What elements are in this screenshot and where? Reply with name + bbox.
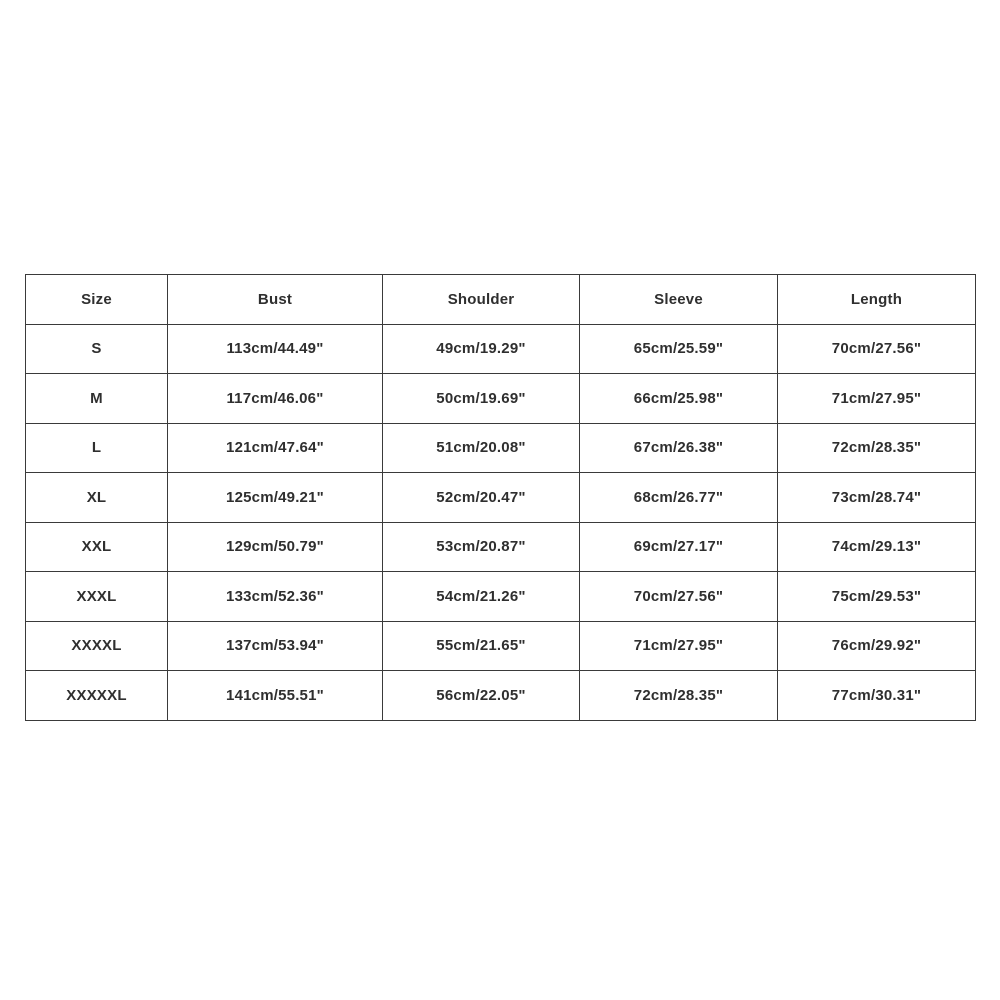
measurement-cell: 70cm/27.56" (778, 324, 976, 374)
size-cell: XXL (26, 522, 168, 572)
measurement-cell: 56cm/22.05" (383, 671, 580, 721)
size-cell: XXXXXL (26, 671, 168, 721)
table-body (26, 324, 976, 720)
table-row (26, 522, 976, 572)
measurement-cell: 54cm/21.26" (383, 572, 580, 622)
size-cell: M (26, 374, 168, 424)
table-row (26, 423, 976, 473)
measurement-cell: 113cm/44.49" (168, 324, 383, 374)
measurement-cell: 71cm/27.95" (778, 374, 976, 424)
size-cell: XL (26, 473, 168, 523)
measurement-cell: 55cm/21.65" (383, 621, 580, 671)
size-cell: XXXXL (26, 621, 168, 671)
size-cell: L (26, 423, 168, 473)
table-row (26, 324, 976, 374)
measurement-cell: 67cm/26.38" (580, 423, 778, 473)
measurement-cell: 76cm/29.92" (778, 621, 976, 671)
measurement-cell: 51cm/20.08" (383, 423, 580, 473)
measurement-cell: 133cm/52.36" (168, 572, 383, 622)
table-row (26, 621, 976, 671)
measurement-cell: 77cm/30.31" (778, 671, 976, 721)
measurement-cell: 74cm/29.13" (778, 522, 976, 572)
size-cell: XXXL (26, 572, 168, 622)
measurement-cell: 52cm/20.47" (383, 473, 580, 523)
measurement-cell: 65cm/25.59" (580, 324, 778, 374)
column-header-shoulder: Shoulder (383, 275, 580, 325)
measurement-cell: 49cm/19.29" (383, 324, 580, 374)
measurement-cell: 66cm/25.98" (580, 374, 778, 424)
column-header-sleeve: Sleeve (580, 275, 778, 325)
measurement-cell: 125cm/49.21" (168, 473, 383, 523)
measurement-cell: 141cm/55.51" (168, 671, 383, 721)
table-row (26, 572, 976, 622)
measurement-cell: 117cm/46.06" (168, 374, 383, 424)
measurement-cell: 68cm/26.77" (580, 473, 778, 523)
measurement-cell: 72cm/28.35" (778, 423, 976, 473)
measurement-cell: 137cm/53.94" (168, 621, 383, 671)
measurement-cell: 69cm/27.17" (580, 522, 778, 572)
measurement-cell: 129cm/50.79" (168, 522, 383, 572)
measurement-cell: 50cm/19.69" (383, 374, 580, 424)
table-row (26, 671, 976, 721)
measurement-cell: 53cm/20.87" (383, 522, 580, 572)
table-row (26, 473, 976, 523)
measurement-cell: 70cm/27.56" (580, 572, 778, 622)
column-header-bust: Bust (168, 275, 383, 325)
measurement-cell: 71cm/27.95" (580, 621, 778, 671)
column-header-size: Size (26, 275, 168, 325)
column-header-length: Length (778, 275, 976, 325)
measurement-cell: 75cm/29.53" (778, 572, 976, 622)
measurement-cell: 121cm/47.64" (168, 423, 383, 473)
table-header-row (26, 275, 976, 325)
size-cell: S (26, 324, 168, 374)
measurement-cell: 73cm/28.74" (778, 473, 976, 523)
size-chart-table (25, 274, 976, 721)
table-row (26, 374, 976, 424)
measurement-cell: 72cm/28.35" (580, 671, 778, 721)
